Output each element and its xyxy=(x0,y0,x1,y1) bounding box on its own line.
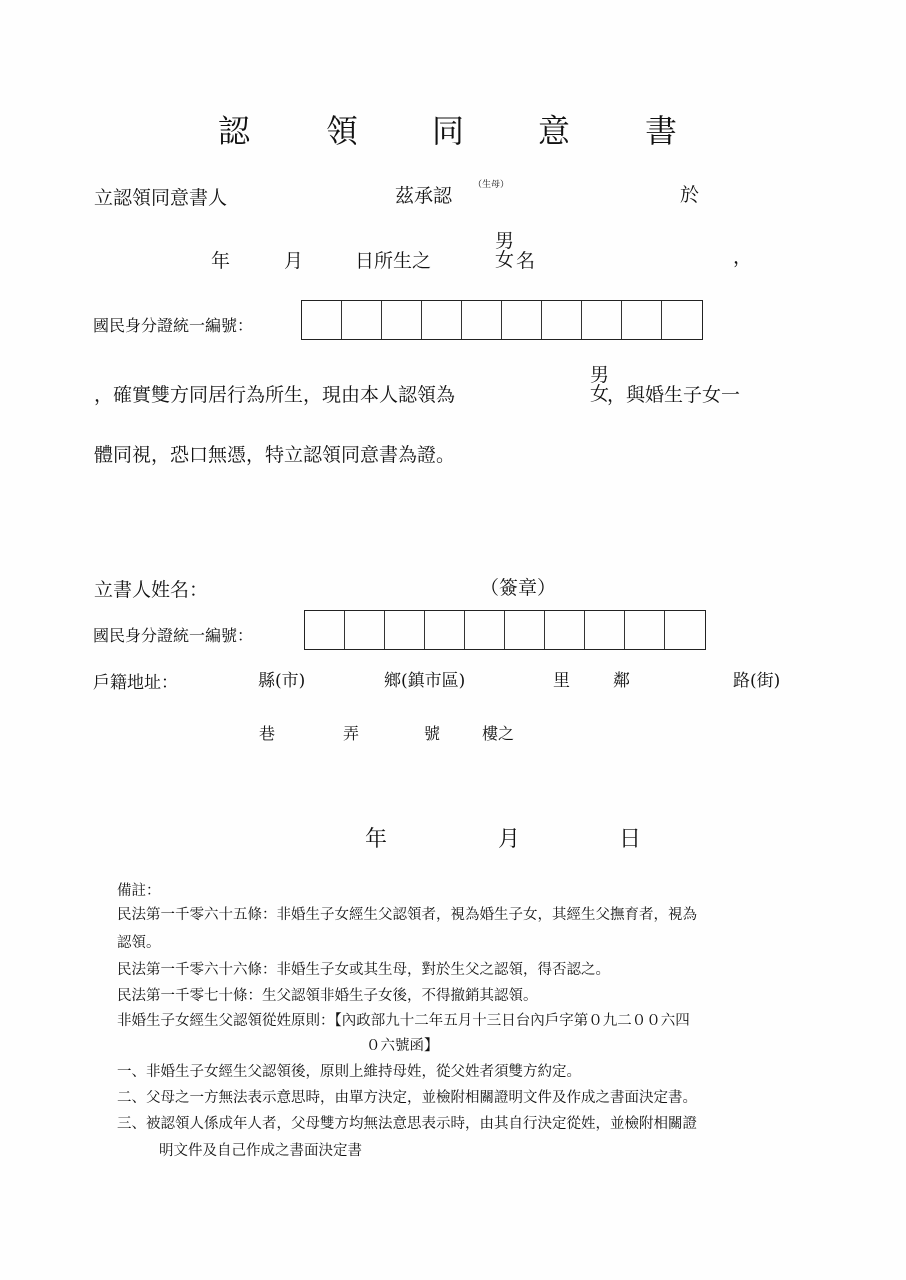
address-alley: 弄 xyxy=(343,724,360,743)
id-digit-cell[interactable] xyxy=(302,301,342,339)
address-village: 里 xyxy=(553,671,570,691)
id-digit-cell[interactable] xyxy=(665,611,705,649)
note-line: 民法第一千零六十六條：非婚生子女或其生母，對於生父之認領，得否認之。 xyxy=(117,962,610,978)
name-label: 名 xyxy=(516,250,536,272)
note-line: 二、父母之一方無法表示意思時，由單方決定，並檢附相關證明文件及作成之書面決定書。 xyxy=(117,1090,697,1106)
gender-male: 男 xyxy=(590,364,610,386)
title-char: 領 xyxy=(326,112,359,150)
statement-closing: 體同視，恐口無憑，特立認領同意書為證。 xyxy=(94,444,456,466)
id-digit-cell[interactable] xyxy=(662,301,702,339)
cohabitation-text: ，確實雙方同居行為所生，現由本人認領為 xyxy=(94,384,456,406)
child-id-boxes[interactable] xyxy=(301,300,703,340)
signer-name-label: 立書人姓名： xyxy=(94,579,209,601)
id-digit-cell[interactable] xyxy=(622,301,662,339)
date-year: 年 xyxy=(365,827,388,852)
id-digit-cell[interactable] xyxy=(462,301,502,339)
id-digit-cell[interactable] xyxy=(465,611,505,649)
address-floor: 樓之 xyxy=(482,724,515,743)
note-line: ０六號函】 xyxy=(366,1038,439,1054)
birth-month-label: 月 xyxy=(284,250,304,272)
id-digit-cell[interactable] xyxy=(585,611,625,649)
note-line: 明文件及自己作成之書面決定書 xyxy=(159,1143,362,1159)
note-line: 民法第一千零六十五條：非婚生子女經生父認領者，視為婚生子女，其經生父撫育者，視為 xyxy=(117,907,697,923)
note-line: 認領。 xyxy=(117,935,161,951)
child-id-label: 國民身分證統一編號： xyxy=(93,316,254,335)
at-text: 於 xyxy=(680,184,700,206)
birth-day-label: 日所生之 xyxy=(355,250,432,272)
signer-id-boxes[interactable] xyxy=(304,610,706,650)
id-digit-cell[interactable] xyxy=(502,301,542,339)
note-line: 三、被認領人係成年人者，父母雙方均無法意思表示時，由其自行決定從姓，並檢附相關證 xyxy=(117,1116,697,1132)
id-digit-cell[interactable] xyxy=(505,611,545,649)
address-neighborhood: 鄰 xyxy=(613,671,630,691)
id-digit-cell[interactable] xyxy=(342,301,382,339)
gender-male: 男 xyxy=(495,230,515,252)
id-digit-cell[interactable] xyxy=(382,301,422,339)
consent-person-label: 立認領同意書人 xyxy=(94,187,228,209)
equal-treatment-text: ，與婚生子女一 xyxy=(607,384,741,406)
address-road: 路(街) xyxy=(733,671,781,691)
comma: ， xyxy=(733,246,753,268)
confirm-text: 茲承認 xyxy=(395,185,453,207)
id-digit-cell[interactable] xyxy=(305,611,345,649)
id-digit-cell[interactable] xyxy=(385,611,425,649)
address-label: 戶籍地址： xyxy=(93,673,178,693)
title-char: 書 xyxy=(645,112,678,150)
id-digit-cell[interactable] xyxy=(582,301,622,339)
id-digit-cell[interactable] xyxy=(345,611,385,649)
note-line: 一、非婚生子女經生父認領後，原則上維持母姓，從父姓者須雙方約定。 xyxy=(117,1064,581,1080)
address-county: 縣(市) xyxy=(258,671,306,691)
gender-female: 女 xyxy=(590,383,610,405)
address-number: 號 xyxy=(424,724,441,743)
title-char: 認 xyxy=(218,112,251,150)
seal-label: （簽章） xyxy=(480,577,557,599)
id-digit-cell[interactable] xyxy=(542,301,582,339)
id-digit-cell[interactable] xyxy=(545,611,585,649)
address-lane: 巷 xyxy=(259,724,276,743)
date-month: 月 xyxy=(498,827,521,852)
title-char: 同 xyxy=(432,112,465,150)
id-digit-cell[interactable] xyxy=(625,611,665,649)
id-digit-cell[interactable] xyxy=(425,611,465,649)
title-char: 意 xyxy=(538,112,571,150)
id-digit-cell[interactable] xyxy=(422,301,462,339)
birth-year-label: 年 xyxy=(211,250,231,272)
birth-mother-note: （生母） xyxy=(473,180,510,190)
address-township: 鄉(鎮市區) xyxy=(384,671,466,691)
gender-female: 女 xyxy=(495,249,515,271)
note-line: 非婚生子女經生父認領從姓原則：【內政部九十二年五月十三日台內戶字第０九二００六四 xyxy=(117,1013,690,1029)
gender-choice xyxy=(495,232,514,270)
date-day: 日 xyxy=(619,827,642,852)
signer-id-label: 國民身分證統一編號： xyxy=(93,626,254,645)
note-line: 民法第一千零七十條：生父認領非婚生子女後，不得撤銷其認領。 xyxy=(117,988,538,1004)
notes-heading: 備註： xyxy=(117,883,161,899)
